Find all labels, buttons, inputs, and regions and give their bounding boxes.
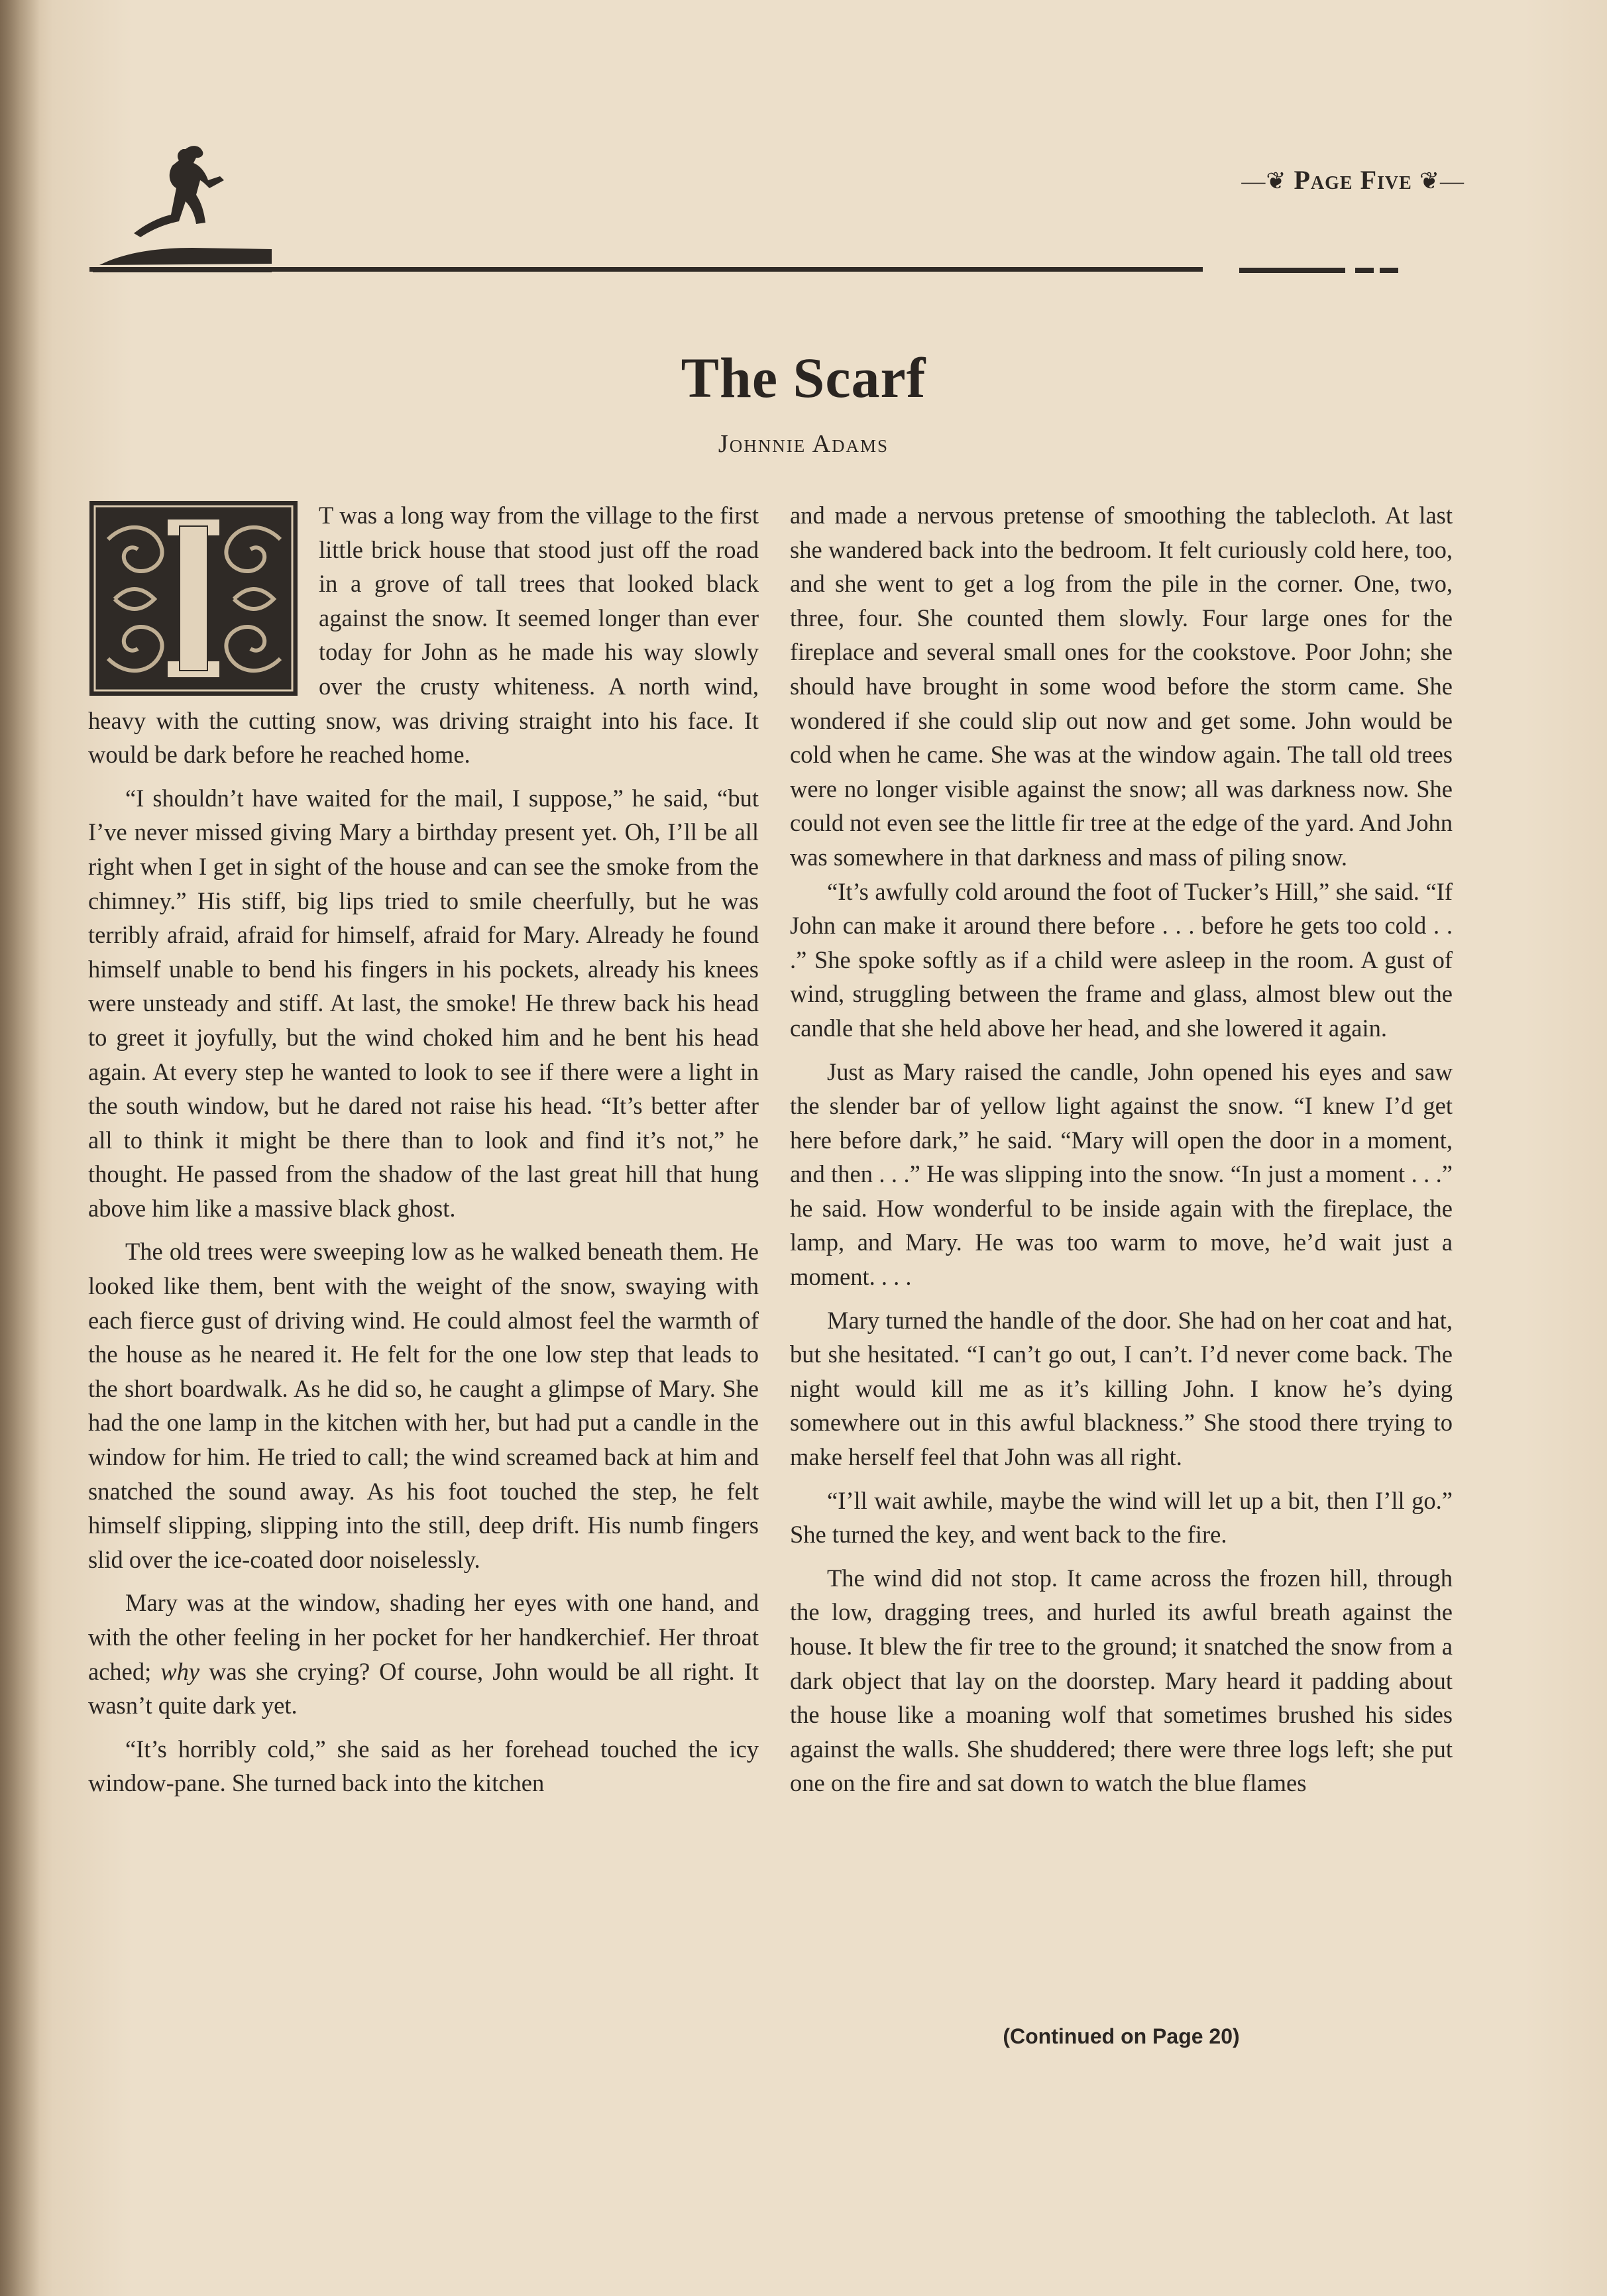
paragraph: Just as Mary raised the candle, John opened his eyes and saw the slender bar of yellow light against the snow. “I knew I’d get here before dark,” he said. “Mary will open the door in a moment, and then . . .” He was slipping into the snow. “In just a moment . . .” he said. How wonderful to be inside again with the fireplace, the lamp, and Mary. He was too warm to move, he’d wait just a moment. . . . [790, 1058, 1453, 1291]
paragraph: The old trees were sweeping low as he walked beneath them. He looked like them, bent with the weight of the snow, swaying with each fierce gust of driving wind. He could almost feel the warmth of the house as he neared it. He felt for the one low step that leads to the short boardwalk. As he did so, he caught a glimpse of Mary. She had the one lamp in the kitchen with her, but had put a candle in the window for him. He tried to call; the wind screamed back at him and snatched the sound away. As his foot touched the step, he felt himself slipping, slipping into the still, deep drift. His numb fingers slid over the ice-coated door noiselessly. [88, 1238, 759, 1573]
right-column [790, 498, 1453, 1800]
drop-cap-initial [88, 500, 299, 697]
paragraph-text: Mary was at the window, shading her eyes with one hand, and with the other feeling in her pocket for her handkerchief. Her throat ached; [88, 1589, 759, 1685]
paragraph [88, 1586, 759, 1722]
paragraph: and made a nervous pretense of smoothing the tablecloth. At last she wandered back into the bedroom. It felt curiously cold here, too, and she went to get a log from the pile in the corner. One, two, three, four. She counted them slowly. Four large ones for the fireplace and several small ones for the cookstove. Poor John; she should have brought in some wood before the storm came. She wondered if she could slip out now and get some. John would be cold when he came. She was at the window again. The tall old trees were no longer visible against the snow; all was darkness now. She could not even see the little fir tree at the edge of the yard. And John was somewhere in that darkness and mass of piling snow. [790, 502, 1453, 871]
ornate-drop-cap-icon [88, 500, 299, 697]
paragraph: “It’s horribly cold,” she said as her forehead touched the icy window-pane. She turned back into the kitchen [88, 1735, 759, 1797]
paragraph: “It’s awfully cold around the foot of Tucker’s Hill,” she said. “If John can make it around there before . . . before he gets too cold . . .” She spoke softly as if a child were asleep in the room. A gust of wind, struggling between the frame and glass, almost blew out the candle that she held above her head, and she lowered it again. [790, 877, 1453, 1042]
page-label-text: Page Five [1294, 165, 1412, 195]
paragraph-text: was she crying? Of course, John would be all right. It wasn’t quite dark yet. [88, 1657, 759, 1720]
header-rule [89, 267, 1203, 272]
paragraph: T was a long way from the village to the first little brick house that stood just off the road in a grove of tall trees that looked black against the snow. It seemed longer than ever today for John as he made his way slowly over the crusty whiteness. A north wind, heavy with the cutting snow, was driving straight into his face. It would be dark before he reached home. [88, 502, 759, 769]
paragraph: “I’ll wait awhile, maybe the wind will let up a bit, then I’ll go.” She turned the key, and went back to the fire. [790, 1486, 1453, 1549]
header-rule-right [1239, 268, 1398, 273]
paragraph: Mary turned the handle of the door. She had on her coat and hat, but she hesitated. “I can’t go out, I can’t. I’d never come back. The night would kill me as it’s killing John. I know he’s dying somewhere out in this awful blackness.” She stood there trying to make herself feel that John was all right. [790, 1306, 1453, 1471]
ornament-left-icon: —❦ [1241, 168, 1287, 194]
emphasis-text: why [160, 1657, 200, 1685]
svg-text:I: I [192, 604, 195, 611]
ornament-right-icon: ❦— [1419, 168, 1465, 194]
runner-figure-icon [86, 136, 278, 275]
page-number-label [1199, 164, 1465, 201]
continued-note: (Continued on Page 20) [1003, 2024, 1240, 2048]
paragraph: The wind did not stop. It came across the frozen hill, through the low, dragging trees, and hurled its awful breath against the house. It blew the fir tree to the ground; it snatched the snow from a dark object that lay on the doorstep. Mary heard it padding about the house like a moaning wolf that sometimes brushed his sides against the walls. She shuddered; there were three logs left; she put one on the fire and sat down to watch the blue flames [790, 1564, 1453, 1797]
article-author: Johnnie Adams [718, 430, 889, 458]
paragraph: “I shouldn’t have waited for the mail, I suppose,” he said, “but I’ve never missed giving Mary a birthday present yet. Oh, I’ll be all right when I get in sight of the house and can see the smoke from the chimney.” His stiff, big lips tried to smile cheerfully, but he was terribly afraid, afraid for himself, afraid for Mary. Already he found himself unable to bend his fingers in his pockets, already his knees were unsteady and stiff. At last, the smoke! He threw back his head to greet it joyfully, but the wind choked him and he bent his head again. At every step he wanted to look to see if there were a light in the south window, but he dared not raise his head. “It’s better after all to think it might be there than to look and find it’s not,” he thought. He passed from the shadow of the last great hill that hung above him like a massive black ghost. [88, 784, 759, 1222]
left-column [88, 498, 759, 1800]
article-title: The Scarf [681, 346, 926, 410]
